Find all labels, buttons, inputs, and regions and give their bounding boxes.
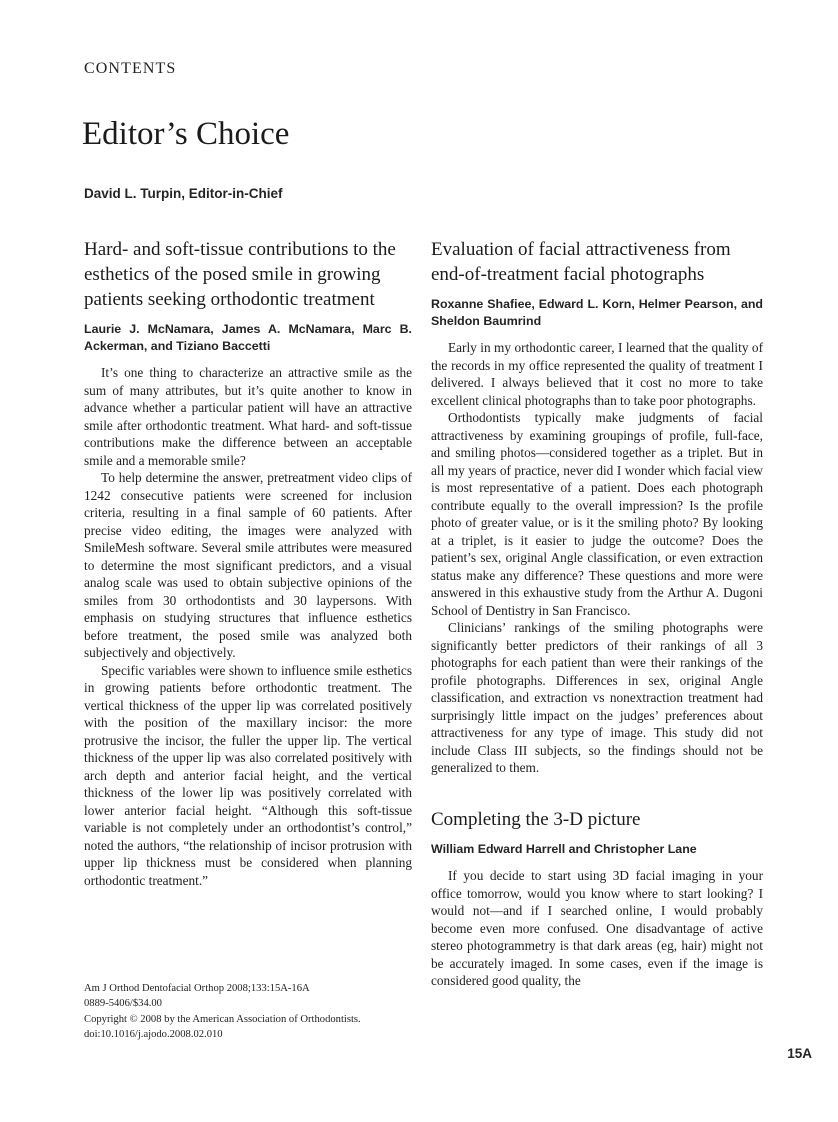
article-facial-attractiveness (431, 237, 763, 777)
article-authors: William Edward Harrell and Christopher Lane (431, 841, 697, 856)
article-paragraph: If you decide to start using 3D facial imaging in your office tomorrow, would you know where to start looking? I would not—and if I searched online, I would probably become even more confused. One disadvantage of active stereo photogrammetry is that dark areas (eg, hair) might not be accurately imaged. In some cases, even if the image is considered good quality, the (431, 868, 763, 988)
article-authors: Laurie J. McNamara, James A. McNamara, Marc B. Ackerman, and Tiziano Baccetti (84, 322, 412, 353)
left-column (84, 237, 412, 990)
page-title: Editor’s Choice (82, 116, 290, 152)
article-body (431, 867, 763, 990)
article-3d-picture (431, 807, 763, 990)
article-paragraph: Orthodontists typically make judgments of facial attractiveness by examining groupings of profile, full-face, and smiling photos—considered together as a triplet. But in all my years of practice, never did I wonder which facial view is most representative of a patient. Does each photograph contribute equally to the overall impression? Is the profile photo of greater value, or is it the smiling photo? By looking at a triplet, is it easier to judge the outcome? Does the patient’s sex, original Angle classification, or even extraction status make any difference? These questions and more were answered in this exhaustive study from the Arthur A. Dugoni School of Dentistry in San Francisco. (431, 410, 763, 618)
article-paragraph: To help determine the answer, pretreatment video clips of 1242 consecutive patients were screened for inclusion criteria, resulting in a final sample of 60 patients. After precise video editing, the images were analyzed with SmileMesh software. Several smile attributes were measured to determine the most significant predictors, and a visual analog scale was used to obtain subjective opinions of the smiles from 30 orthodontists and 30 laypersons. With emphasis on studying structures that influence esthetics before treatment, the posed smile was analyzed both subjectively and objectively. (84, 470, 412, 660)
article-paragraph: It’s one thing to characterize an attractive smile as the sum of many attributes, but it’s quite another to know in advance whether a particular patient will have an attractive smile after orthodontic treatment. What hard- and soft-tissue contributions make the difference between an acceptable smile and a memorable smile? (84, 365, 412, 468)
journal-footnote (84, 981, 414, 1043)
editor-byline: David L. Turpin, Editor-in-Chief (84, 186, 283, 201)
article-title: Evaluation of facial attractiveness from end-of-treatment facial photographs (431, 239, 731, 285)
article-paragraph: Specific variables were shown to influence smile esthetics in growing patients before orthodontic treatment. The vertical thickness of the upper lip was correlated positively with the position of the maxillary incisor: the more protrusive the incisor, the fuller the upper lip. The vertical thickness of the upper lip was also correlated positively with arch depth and anterior facial height, and the vertical thickness of the lower lip was positively correlated with lower anterior facial height. “Although this soft-tissue variable is not completely under an orthodontist’s control,” noted the authors, “the relationship of incisor protrusion with upper lip thickness must be considered when planning orthodontic treatment.” (84, 662, 412, 888)
footnote-line: 0889-5406/$34.00 (84, 998, 162, 1010)
right-column (431, 237, 763, 990)
footnote-line: doi:10.1016/j.ajodo.2008.02.010 (84, 1029, 223, 1041)
article-smile-esthetics (84, 237, 412, 889)
article-title: Completing the 3-D picture (431, 808, 641, 830)
two-column-layout (84, 237, 763, 990)
article-title: Hard- and soft-tissue contributions to the esthetics of the posed smile in growing patients seeking orthodontic treatment (84, 239, 396, 310)
article-body (84, 364, 412, 889)
article-authors: Roxanne Shafiee, Edward L. Korn, Helmer Pearson, and Sheldon Baumrind (431, 297, 763, 328)
page-number: 15A (787, 1046, 812, 1061)
footnote-line: Copyright © 2008 by the American Association of Orthodontists. (84, 1013, 361, 1025)
article-paragraph: Clinicians’ rankings of the smiling photographs were significantly better predictors of their rankings of all 3 photographs for each patient than were their rankings of the profile photographs. Differences in sex, original Angle classification, and extraction vs nonextraction treatment had surprisingly little impact on the judges’ preferences about attractiveness for any type of image. This study did not include Class III subjects, so the findings should not be generalized to them. (431, 620, 763, 775)
contents-label: CONTENTS (84, 60, 177, 77)
article-body (431, 339, 763, 777)
article-paragraph: Early in my orthodontic career, I learned that the quality of the records in my office represented the quality of treatment I delivered. I always believed that it cost no more to take excellent clinical photographs than to take poor photographs. (431, 340, 763, 408)
footnote-line: Am J Orthod Dentofacial Orthop 2008;133:15A-16A (84, 983, 310, 994)
